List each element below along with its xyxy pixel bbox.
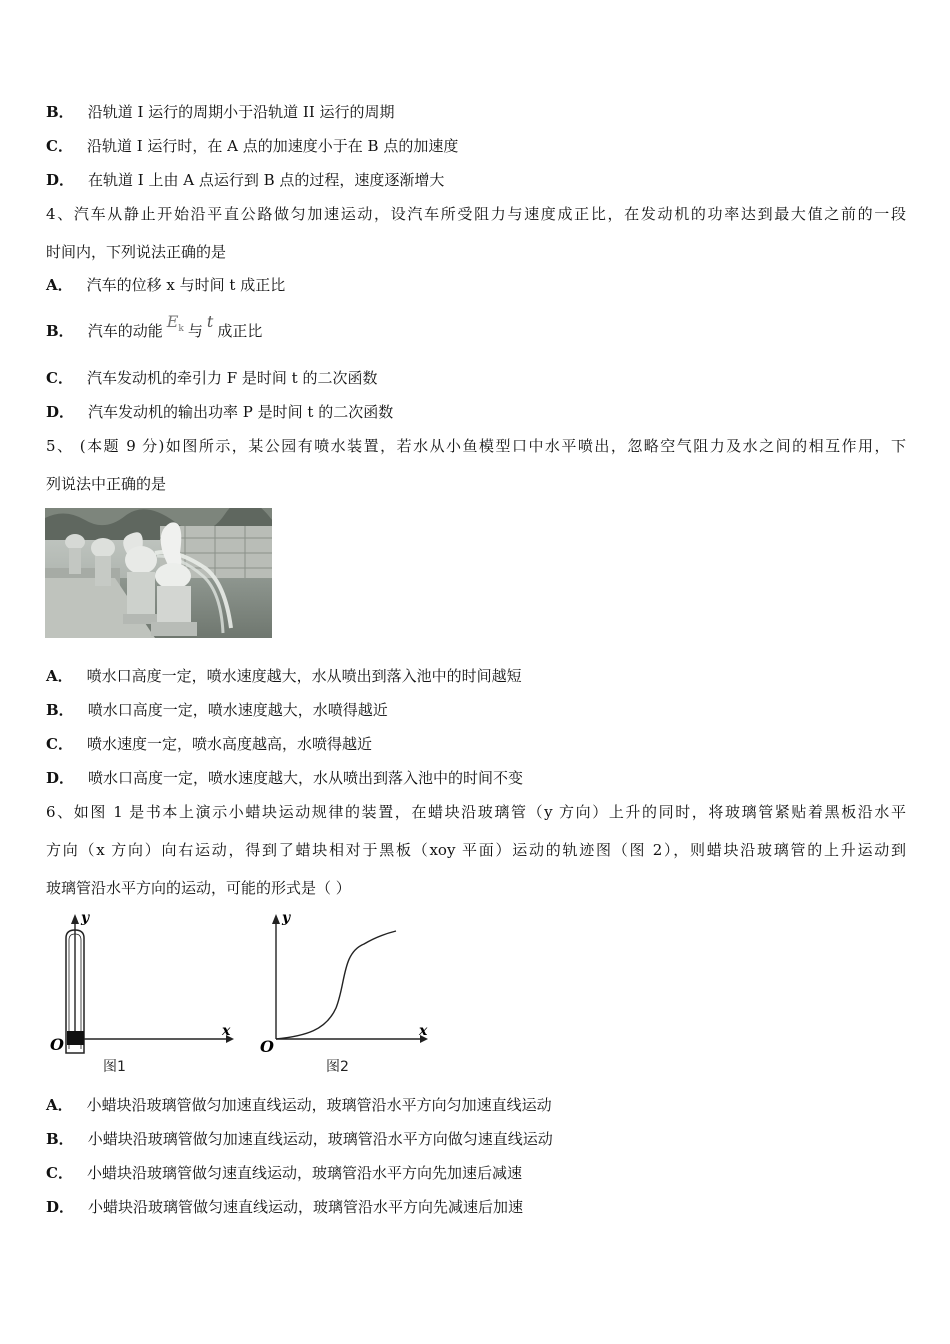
fig1-x-label: x xyxy=(222,1023,231,1039)
q3-option-d: D． 在轨道 I 上由 A 点运行到 B 点的过程，速度逐渐增大 xyxy=(46,171,445,189)
q4-option-c: C． 汽车发动机的牵引力 F 是时间 t 的二次函数 xyxy=(46,369,378,387)
q4-option-a: A． 汽车的位移 x 与时间 t 成正比 xyxy=(46,276,286,294)
q6-option-c: C． 小蜡块沿玻璃管做匀速直线运动，玻璃管沿水平方向先加速后减速 xyxy=(46,1164,522,1182)
q3-option-b: B． 沿轨道 I 运行的周期小于沿轨道 II 运行的周期 xyxy=(46,103,395,121)
q6-option-b: B． 小蜡块沿玻璃管做匀加速直线运动，玻璃管沿水平方向做匀速直线运动 xyxy=(46,1130,553,1148)
q6-option-d: D． 小蜡块沿玻璃管做匀速直线运动，玻璃管沿水平方向先减速后加速 xyxy=(46,1198,524,1216)
fig2-y-label: y xyxy=(282,910,291,926)
fig1-y-label: y xyxy=(81,910,90,926)
q4-stem-line1: 4、汽车从静止开始沿平直公路做匀加速运动，设汽车所受阻力与速度成正比，在发动机的功率达到最大值之前的一段 xyxy=(46,205,906,223)
q3-option-c: C． 沿轨道 I 运行时，在 A 点的加速度小于在 B 点的加速度 xyxy=(46,137,459,155)
q5-stem-line2: 列说法中正确的是 xyxy=(46,475,167,493)
q5-option-d: D． 喷水口高度一定，喷水速度越大，水从喷出到落入池中的时间不变 xyxy=(46,769,524,787)
figure-2-caption: 图2 xyxy=(326,1059,349,1075)
fig1-origin-label: O xyxy=(50,1035,64,1054)
q6-stem-line3: 玻璃管沿水平方向的运动，可能的形式是（ ） xyxy=(46,879,351,897)
trajectory-curve xyxy=(276,931,396,1039)
fig1-y-arrow xyxy=(71,914,79,924)
wax-block xyxy=(67,1031,84,1045)
q5-stem-line1: 5、 (本题 9 分)如图所示，某公园有喷水装置，若水从小鱼模型口中水平喷出，忽略空气阻力及水之间的相互作用，下 xyxy=(46,437,906,455)
time-symbol: t xyxy=(206,312,214,331)
q4-option-d: D． 汽车发动机的输出功率 P 是时间 t 的二次函数 xyxy=(46,403,394,421)
fountain-fish-photo xyxy=(45,508,272,638)
q5-option-b: B． 喷水口高度一定，喷水速度越大，水喷得越近 xyxy=(46,701,388,719)
q4-stem-line2: 时间内，下列说法正确的是 xyxy=(46,243,227,261)
q5-option-a: A． 喷水口高度一定，喷水速度越大，水从喷出到落入池中的时间越短 xyxy=(46,667,522,685)
q5-option-c: C． 喷水速度一定，喷水高度越高，水喷得越近 xyxy=(46,735,372,753)
figure-2-trajectory xyxy=(256,908,436,1054)
kinetic-energy-symbol: $E_k$ xyxy=(166,312,184,335)
figure-1-caption: 图1 xyxy=(103,1059,126,1075)
fig2-origin-label: O xyxy=(260,1037,274,1054)
fig2-y-arrow xyxy=(272,914,280,924)
q6-stem-line1: 6、如图 1 是书本上演示小蜡块运动规律的装置，在蜡块沿玻璃管（y 方向）上升的同时，将玻璃管紧贴着黑板沿水平 xyxy=(46,803,906,821)
q4-option-b: B． 汽车的动能 $E_k$ 与 t 成正比 xyxy=(46,312,263,340)
fig2-x-label: x xyxy=(419,1023,428,1039)
figure-1-glass-tube xyxy=(44,908,244,1060)
q6-stem-line2: 方向（x 方向）向右运动，得到了蜡块相对于黑板（xoy 平面）运动的轨迹图（图 2），则蜡块沿玻璃管的上升运动到 xyxy=(46,841,906,859)
q6-option-a: A． 小蜡块沿玻璃管做匀加速直线运动，玻璃管沿水平方向匀加速直线运动 xyxy=(46,1096,552,1114)
